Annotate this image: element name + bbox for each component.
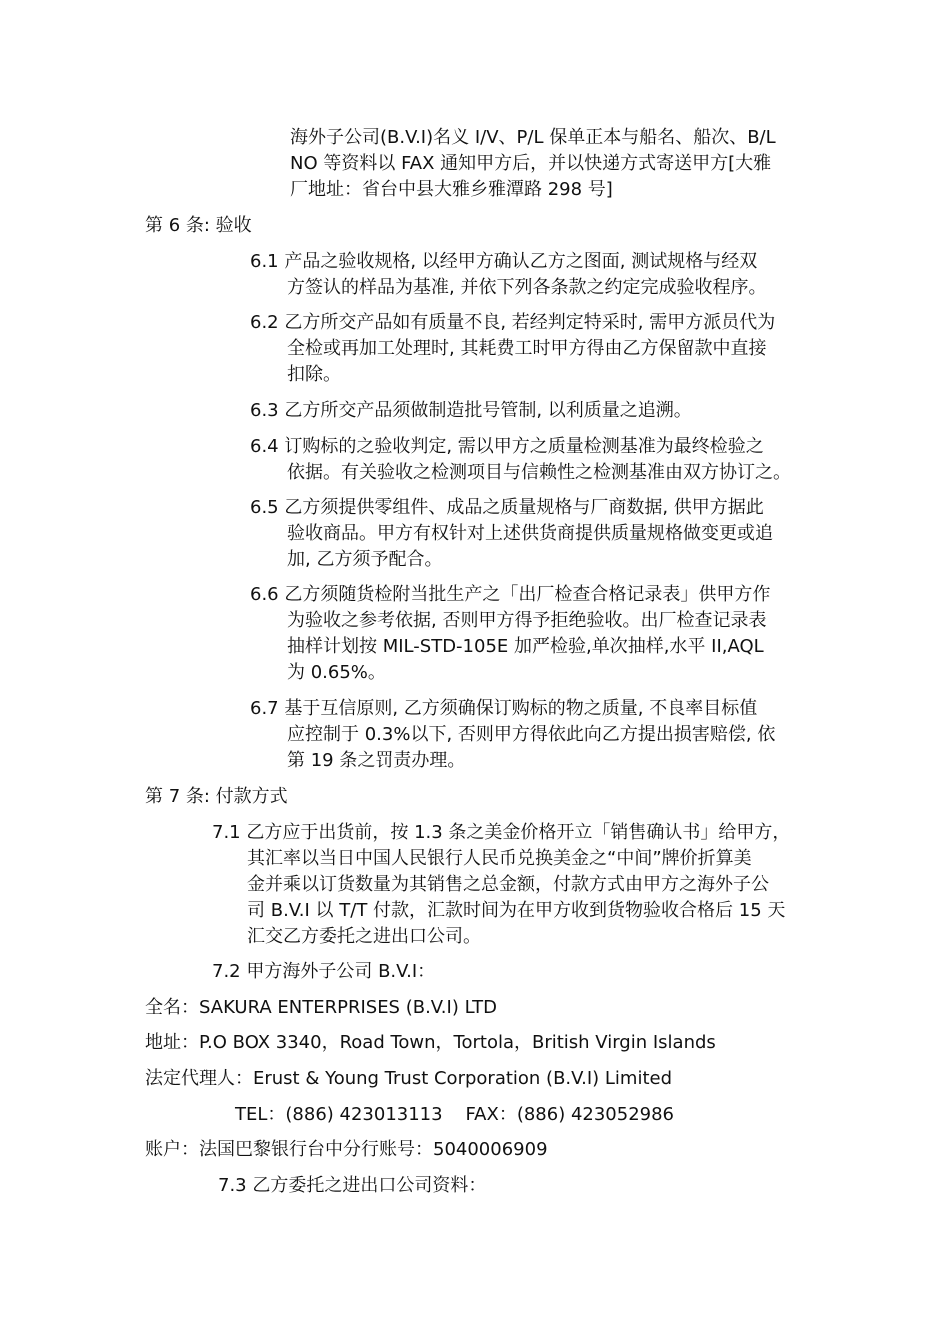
clause-6-4 (250, 434, 791, 486)
company-fullname: 全名：SAKURA ENTERPRISES (B.V.I) LTD (145, 997, 497, 1018)
clause-line: 为验收之参考依据, 否则甲方得予拒绝验收。出厂检查记录表 (287, 610, 767, 631)
clause-line: 抽样计划按 MIL-STD-105E 加严检验,单次抽样,水平 II,AQL (287, 636, 764, 657)
clause-line: 扣除。 (287, 364, 341, 385)
clause-line: 6.5 乙方须提供零组件、成品之质量规格与厂商数据, 供甲方据此 (250, 497, 764, 518)
article7-heading: 第 7 条: 付款方式 (145, 786, 288, 807)
clause-line: 全检或再加工处理时, 其耗费工时甲方得由乙方保留款中直接 (287, 338, 767, 359)
clause-6-7 (250, 696, 775, 774)
clause-line: 验收商品。甲方有权针对上述供货商提供质量规格做变更或追 (287, 523, 773, 544)
clause-line: 方签认的样品为基准, 并依下列各条款之约定完成验收程序。 (287, 277, 767, 298)
clause-6-6 (250, 582, 770, 686)
intro-line: NO 等资料以 FAX 通知甲方后，并以快递方式寄送甲方[大雅 (290, 153, 772, 174)
clause-7-2: 7.2 甲方海外子公司 B.V.I： (212, 961, 436, 982)
clause-line: 应控制于 0.3%以下, 否则甲方得依此向乙方提出损害赔偿, 依 (287, 724, 776, 745)
clause-7-1 (212, 820, 790, 950)
clause-6-5 (250, 495, 773, 573)
clause-6-1 (250, 249, 766, 301)
clause-line: 为 0.65%。 (287, 662, 386, 683)
clause-line: 司 B.V.I 以 T/T 付款，汇款时间为在甲方收到货物验收合格后 15 天 (247, 900, 786, 921)
clause-line: 其汇率以当日中国人民银行人民币兑换美金之“中间”牌价折算美 (247, 848, 752, 869)
clause-line: 第 19 条之罚责办理。 (287, 750, 466, 771)
intro-line: 海外子公司(B.V.I)名义 I/V、P/L 保单正本与船名、船次、B/L (290, 127, 776, 148)
clause-6-3 (250, 398, 692, 424)
clause-line: 加, 乙方须予配合。 (287, 549, 443, 570)
bank-account: 账户：法国巴黎银行台中分行账号：5040006909 (145, 1139, 548, 1160)
tel-fax: TEL：(886) 423013113 FAX：(886) 423052986 (235, 1104, 675, 1125)
clause-line: 6.2 乙方所交产品如有质量不良, 若经判定特采时, 需甲方派员代为 (250, 312, 776, 333)
intro-line: 厂地址：省台中县大雅乡雅潭路 298 号] (290, 179, 613, 200)
clause-line: 依据。有关验收之检测项目与信赖性之检测基准由双方协订之。 (287, 462, 791, 483)
article6-heading: 第 6 条: 验收 (145, 215, 252, 236)
clause-7-3: 7.3 乙方委托之进出口公司资料： (218, 1175, 487, 1196)
legal-agent: 法定代理人：Erust & Young Trust Corporation (B.V.I) Limited (145, 1068, 673, 1089)
company-address: 地址：P.O BOX 3340，Road Town，Tortola，British Virgin Islands (145, 1032, 716, 1053)
clause-line: 6.6 乙方须随货检附当批生产之「出厂检查合格记录表」供甲方作 (250, 584, 771, 605)
clause-line: 金并乘以订货数量为其销售之总金额，付款方式由甲方之海外子公 (247, 874, 769, 895)
clause-line: 6.1 产品之验收规格, 以经甲方确认乙方之图面, 测试规格与经双 (250, 251, 758, 272)
clause-line: 7.1 乙方应于出货前，按 1.3 条之美金价格开立「销售确认书」给甲方， (212, 822, 791, 843)
clause-6-2 (250, 310, 775, 388)
clause-line: 6.3 乙方所交产品须做制造批号管制, 以利质量之追溯。 (250, 400, 692, 421)
clause-line: 汇交乙方委托之进出口公司。 (247, 926, 481, 947)
intro-paragraph (290, 125, 776, 203)
clause-line: 6.7 基于互信原则, 乙方须确保订购标的物之质量, 不良率目标值 (250, 698, 758, 719)
clause-line: 6.4 订购标的之验收判定, 需以甲方之质量检测基准为最终检验之 (250, 436, 764, 457)
